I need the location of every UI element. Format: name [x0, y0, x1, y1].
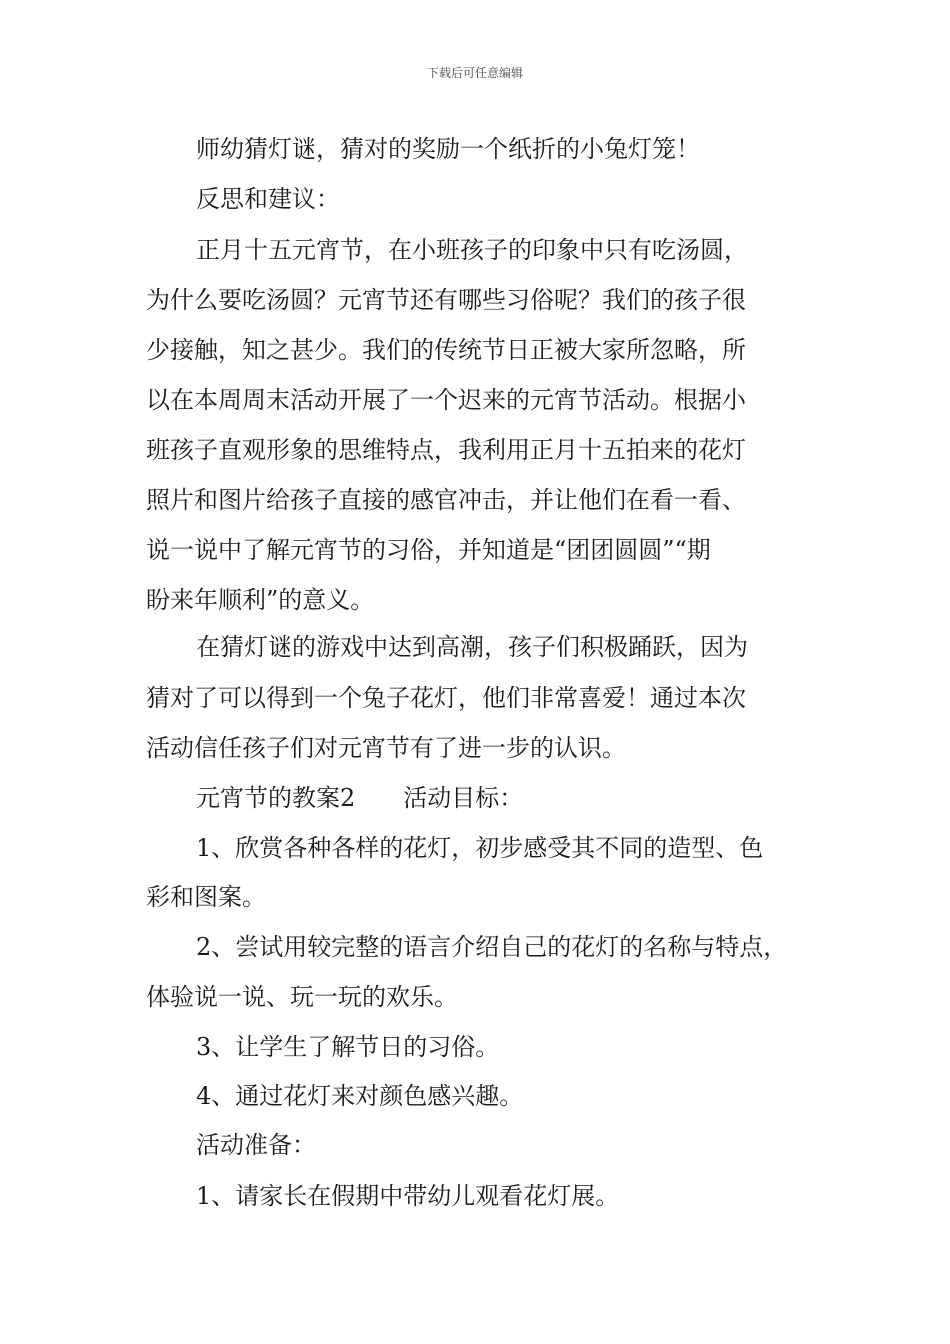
paragraph-line: 说一说中了解元宵节的习俗，并知道是“团团圆圆”“期 — [146, 536, 711, 564]
lesson-title-line — [196, 783, 523, 813]
list-item: 1、欣赏各种各样的花灯，初步感受其不同的造型、色 — [196, 834, 764, 862]
list-item-continuation: 彩和图案。 — [146, 883, 266, 911]
paragraph-line: 以在本周周末活动开展了一个迟来的元宵节活动。根据小 — [146, 386, 746, 414]
paragraph-line: 为什么要吃汤圆？元宵节还有哪些习俗呢？我们的孩子很 — [146, 286, 746, 314]
section-heading: 活动准备： — [196, 1131, 316, 1159]
section-heading: 活动目标： — [403, 784, 524, 812]
list-item: 1、请家长在假期中带幼儿观看花灯展。 — [196, 1182, 620, 1210]
paragraph-line: 少接触，知之甚少。我们的传统节日正被大家所忽略，所 — [146, 336, 746, 364]
lesson-title: 元宵节的教案2 — [196, 784, 356, 812]
page-header: 下载后可任意编辑 — [426, 66, 523, 80]
paragraph-line: 班孩子直观形象的思维特点，我利用正月十五拍来的花灯 — [146, 436, 746, 464]
list-item-continuation: 体验说一说、玩一玩的欢乐。 — [146, 983, 458, 1011]
list-item: 4、通过花灯来对颜色感兴趣。 — [196, 1082, 524, 1110]
paragraph-line: 在猜灯谜的游戏中达到高潮，孩子们积极踊跃，因为 — [196, 633, 748, 661]
section-heading: 反思和建议： — [196, 185, 340, 213]
paragraph-line: 活动信任孩子们对元宵节有了进一步的认识。 — [146, 734, 626, 762]
paragraph-line: 猜对了可以得到一个兔子花灯，他们非常喜爱！通过本次 — [146, 684, 746, 712]
paragraph-line: 照片和图片给孩子直接的感官冲击，并让他们在看一看、 — [146, 486, 746, 514]
list-item: 3、让学生了解节日的习俗。 — [196, 1033, 500, 1061]
paragraph-line: 盼来年顺利”的意义。 — [146, 586, 375, 614]
list-item: 2、尝试用较完整的语言介绍自己的花灯的名称与特点， — [196, 933, 788, 961]
paragraph-line: 师幼猜灯谜，猜对的奖励一个纸折的小兔灯笼！ — [196, 135, 700, 163]
paragraph-line: 正月十五元宵节，在小班孩子的印象中只有吃汤圆， — [196, 236, 748, 264]
